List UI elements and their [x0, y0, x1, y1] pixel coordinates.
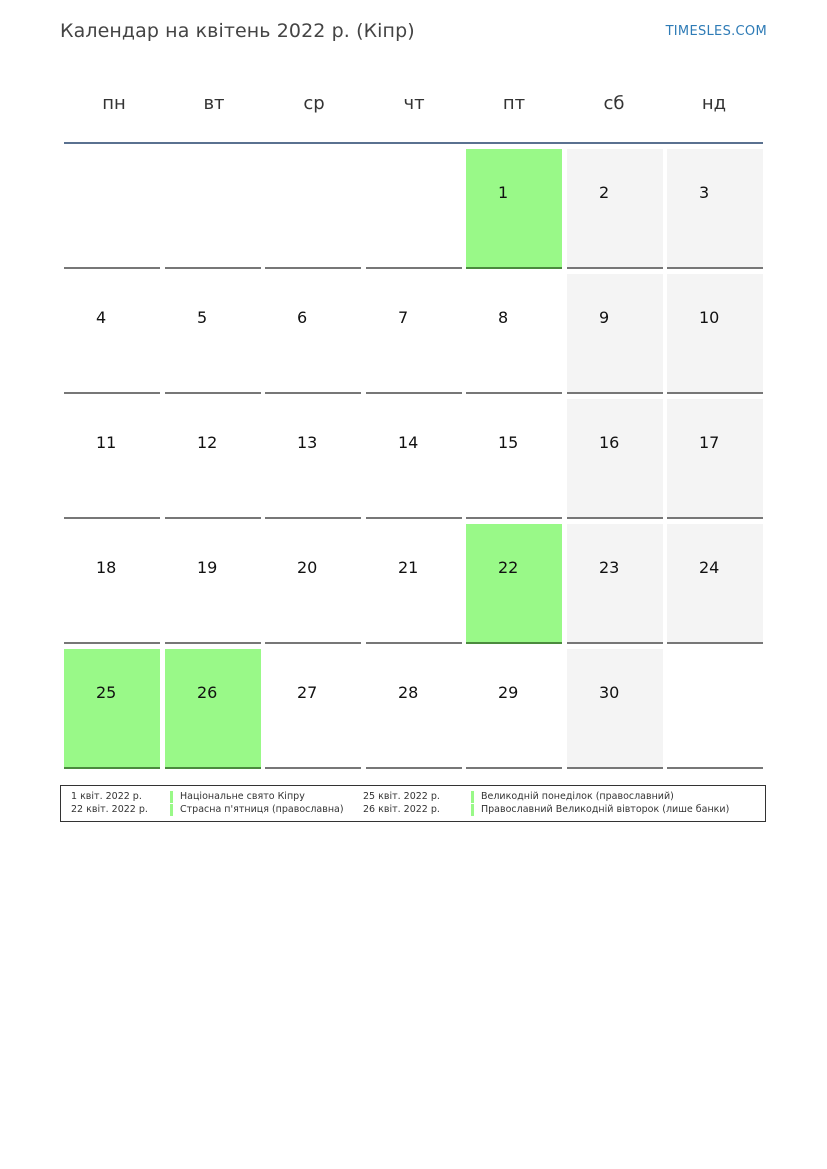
- legend-date: 1 квіт. 2022 р.: [71, 791, 142, 802]
- day-number: 8: [498, 308, 509, 327]
- day-cell[interactable]: [265, 524, 361, 644]
- day-cell[interactable]: [165, 524, 261, 644]
- day-cell[interactable]: [366, 274, 462, 394]
- legend-date: 26 квіт. 2022 р.: [363, 804, 440, 815]
- day-number: 18: [96, 558, 117, 577]
- day-cell[interactable]: [667, 399, 763, 519]
- day-number: 28: [398, 683, 419, 702]
- day-cell[interactable]: [64, 399, 160, 519]
- day-cell[interactable]: [64, 274, 160, 394]
- day-number: 20: [297, 558, 318, 577]
- day-cell[interactable]: [165, 274, 261, 394]
- day-cell[interactable]: [466, 399, 562, 519]
- legend-holiday-name: Страсна п'ятниця (православна): [170, 804, 344, 816]
- day-number: 7: [398, 308, 409, 327]
- weekday-label: чт: [403, 93, 425, 114]
- day-number: 3: [699, 183, 710, 202]
- empty-day-cell: [366, 149, 462, 269]
- day-number: 6: [297, 308, 308, 327]
- day-cell[interactable]: [265, 274, 361, 394]
- empty-day-cell: [165, 149, 261, 269]
- day-number: 24: [699, 558, 720, 577]
- day-cell[interactable]: [667, 524, 763, 644]
- day-cell[interactable]: [64, 649, 160, 769]
- day-cell[interactable]: [567, 274, 663, 394]
- site-link[interactable]: TIMESLES.COM: [665, 24, 767, 39]
- page-title: Календар на квітень 2022 р. (Кіпр): [60, 20, 415, 42]
- day-cell[interactable]: [265, 649, 361, 769]
- weekday-label: ср: [303, 93, 325, 114]
- day-number: 21: [398, 558, 419, 577]
- holiday-legend: [60, 785, 766, 822]
- day-cell[interactable]: [466, 149, 562, 269]
- day-number: 16: [599, 433, 620, 452]
- day-cell[interactable]: [667, 274, 763, 394]
- header-divider: [64, 142, 763, 144]
- weekday-label: сб: [603, 93, 625, 114]
- day-cell[interactable]: [567, 524, 663, 644]
- day-number: 17: [699, 433, 720, 452]
- day-number: 25: [96, 683, 117, 702]
- empty-day-cell: [667, 649, 763, 769]
- day-number: 14: [398, 433, 419, 452]
- legend-holiday-name: Православний Великодній вівторок (лише банки): [471, 804, 729, 816]
- day-number: 23: [599, 558, 620, 577]
- legend-date: 25 квіт. 2022 р.: [363, 791, 440, 802]
- day-cell[interactable]: [64, 524, 160, 644]
- day-cell[interactable]: [165, 649, 261, 769]
- day-cell[interactable]: [366, 524, 462, 644]
- day-cell[interactable]: [265, 399, 361, 519]
- day-cell[interactable]: [466, 274, 562, 394]
- day-cell[interactable]: [466, 649, 562, 769]
- day-cell[interactable]: [366, 649, 462, 769]
- day-cell[interactable]: [165, 399, 261, 519]
- day-cell[interactable]: [366, 399, 462, 519]
- day-number: 29: [498, 683, 519, 702]
- day-cell[interactable]: [466, 524, 562, 644]
- day-cell[interactable]: [567, 399, 663, 519]
- day-number: 10: [699, 308, 720, 327]
- day-number: 26: [197, 683, 218, 702]
- day-number: 30: [599, 683, 620, 702]
- day-number: 2: [599, 183, 610, 202]
- day-number: 4: [96, 308, 107, 327]
- legend-holiday-name: Національне свято Кіпру: [170, 791, 305, 803]
- weekday-label: пт: [502, 93, 526, 114]
- day-cell[interactable]: [667, 149, 763, 269]
- day-number: 1: [498, 183, 509, 202]
- day-number: 12: [197, 433, 218, 452]
- weekday-label: вт: [203, 93, 225, 114]
- day-number: 5: [197, 308, 208, 327]
- day-number: 15: [498, 433, 519, 452]
- day-number: 13: [297, 433, 318, 452]
- day-number: 9: [599, 308, 610, 327]
- weekday-header: [64, 82, 764, 126]
- day-cell[interactable]: [567, 649, 663, 769]
- legend-date: 22 квіт. 2022 р.: [71, 804, 148, 815]
- day-number: 11: [96, 433, 117, 452]
- legend-holiday-name: Великодній понеділок (православний): [471, 791, 674, 803]
- empty-day-cell: [265, 149, 361, 269]
- weekday-label: пн: [102, 93, 126, 114]
- day-number: 22: [498, 558, 519, 577]
- empty-day-cell: [64, 149, 160, 269]
- day-number: 27: [297, 683, 318, 702]
- weekday-label: нд: [701, 93, 727, 114]
- day-cell[interactable]: [567, 149, 663, 269]
- day-number: 19: [197, 558, 218, 577]
